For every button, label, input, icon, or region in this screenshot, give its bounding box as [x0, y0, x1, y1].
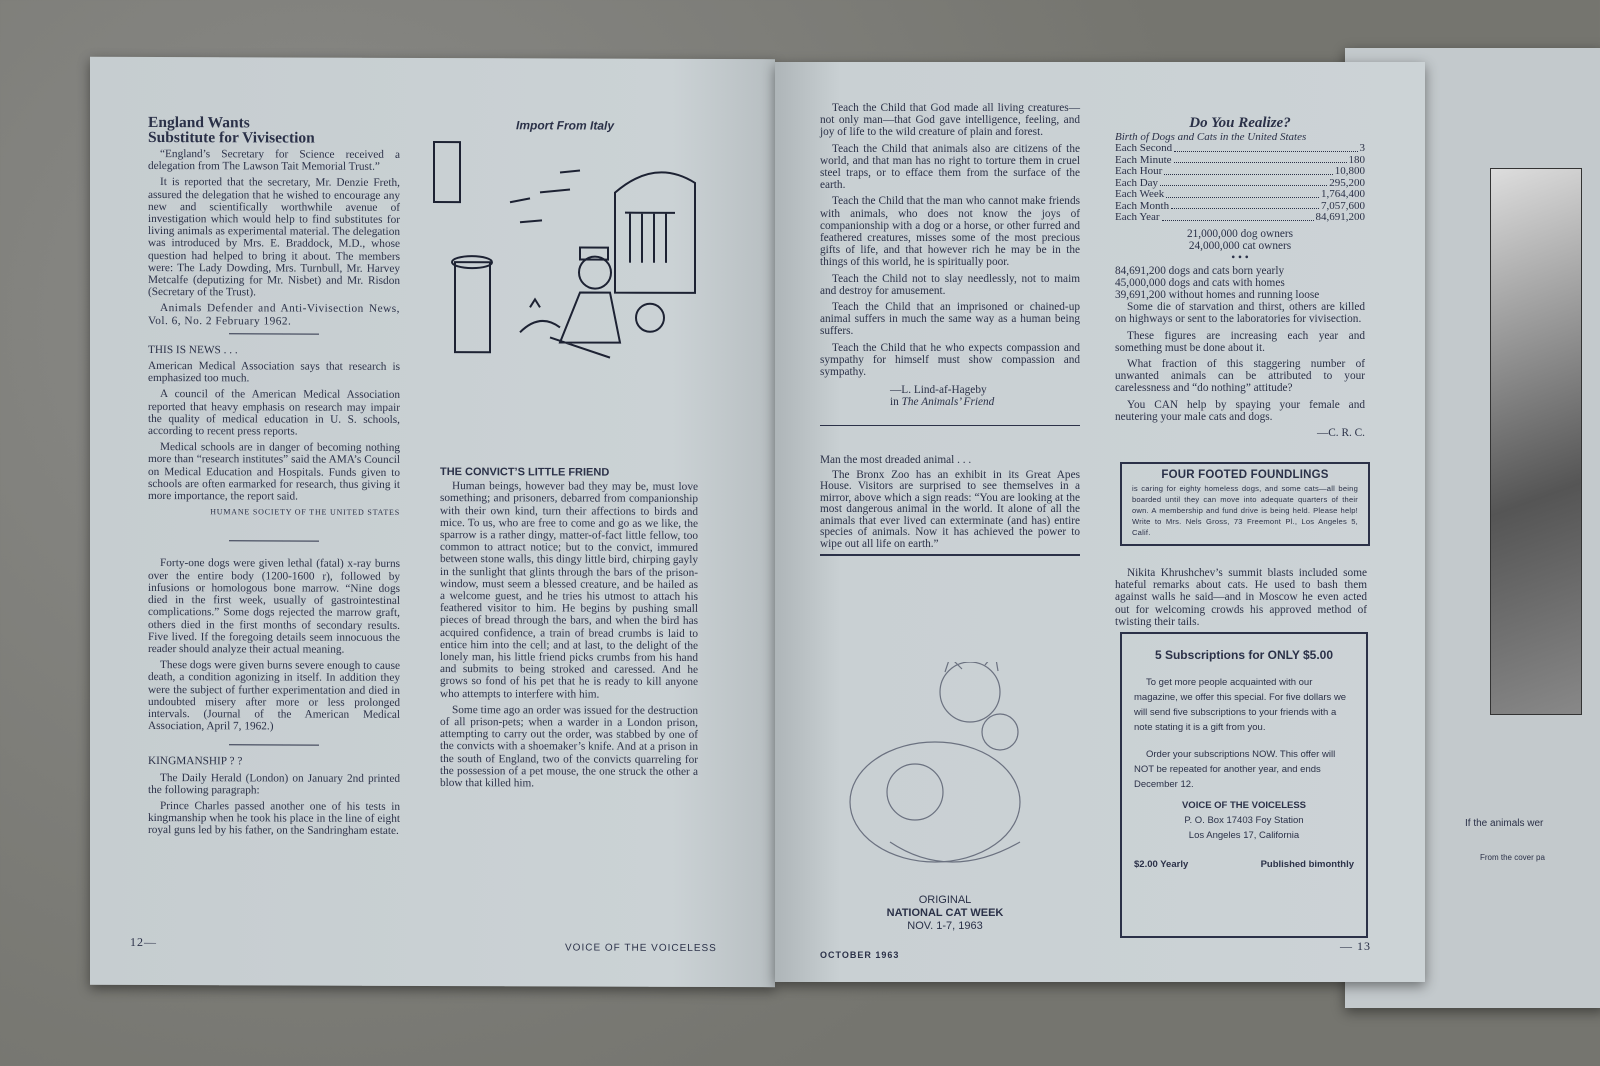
stat-row: [1115, 212, 1365, 224]
paragraph: Medical schools are in danger of becoming nothing more than “research institutes” said the AMA’s Council on Medical Education and Hospitals. Funds given to schools are often earmarked for research, thus giving it more importance, the report said.: [148, 441, 400, 503]
attribution-prefix: in: [890, 396, 899, 409]
news-source: HUMANE SOCIETY OF THE UNITED STATES: [210, 507, 400, 518]
org-name: VOICE OF THE VOICELESS: [1181, 800, 1307, 811]
signature: —C. R. C.: [1316, 426, 1365, 439]
title-line: England Wants: [148, 114, 250, 132]
leader-dots: [1160, 178, 1327, 187]
leader-dots: [1162, 212, 1314, 221]
stat-label: Each Year: [1115, 211, 1160, 224]
paragraph: A council of the American Medical Association reported that heavy emphasis on research may impair the quality of medical education in U. S. schools, according to recent press reports.: [148, 388, 400, 438]
cartoon-illustration: [430, 132, 700, 363]
leader-dots: [1171, 201, 1319, 210]
stat-value: 7,057,600: [1321, 199, 1365, 212]
separator: • • •: [1231, 252, 1249, 265]
owners-line: 21,000,000 dog owners: [1186, 227, 1294, 240]
divider: [229, 333, 319, 334]
count-line: 84,691,200 dogs and cats born yearly: [1115, 264, 1285, 277]
title-line: Substitute for Vivisection: [148, 129, 315, 147]
subscriptions-title: 5 Subscriptions for ONLY $5.00: [1154, 648, 1334, 662]
kingmanship-heading: KINGMANSHIP ? ?: [148, 755, 243, 768]
attribution-source: The Animals’ Friend: [901, 396, 995, 409]
owners: [1115, 228, 1365, 265]
paragraph: What fraction of this staggering number of unwanted animals can be attributed to your carelessness and “do nothing” attitude?: [1115, 357, 1365, 395]
cover-illustration: [1490, 168, 1582, 715]
leader-dots: [1174, 143, 1357, 152]
realize-column: [1115, 117, 1365, 439]
page-number: 12—: [130, 934, 157, 950]
caption-line: ORIGINAL: [918, 894, 972, 906]
leader-dots: [1166, 189, 1319, 198]
paragraph: Some die of starvation and thirst, others are killed on highways or sent to the laboratories for vivisection.: [1115, 301, 1365, 326]
convict-heading: THE CONVICT’S LITTLE FRIEND: [440, 466, 610, 479]
stat-label: Each Minute: [1115, 153, 1172, 166]
stat-value: 295,200: [1329, 176, 1365, 189]
realize-title: Do You Realize?: [1189, 115, 1291, 131]
subscriptions-paragraph: Order your subscriptions NOW. This offer will NOT be repeated for another year, and ends December 12.: [1134, 749, 1336, 790]
paragraph: Forty-one dogs were given lethal (fatal) x-ray burns over the entire body (1200-1600 r), followed by infusions or homologous bone marrow. “Nine dogs died in the first week, usually of gastrointestinal complications.” Some dogs rejected the marrow graft, others died in the first months of secondary results. Five lived. If the foregoing details seem innocuous the reader should analyze their actual meaning.: [148, 557, 400, 656]
foundlings-text: is caring for eighty homeless dogs, and some cats—all being boarded until they can move into adequate quarters of their own. A membership and fund drive is being held. Please help! Write to Mrs. Nels Gross, 73 Freemont Pl., Los Angeles 5, Calif.: [1132, 484, 1358, 537]
leader-dots: [1164, 166, 1332, 175]
paragraph: Human beings, however bad they may be, must love something; and prisoners, debarred from companionship with their own kind, turn their affections to birds and mice. To us, who are free to come and go as we like, the sparrow is a rather dingy, matter-of-fact little fellow, too common to attract notice; but to the convict, immured between stone walls, this dingy little bird, chirping gayly in the sunlight that glints through the bars of the prison-window, must seem a blessed creature, and be hailed as a welcome guest, and he tries his utmost to attach his feathered visitor to him. He begins by pushing small pieces of bread through the bars, and when the bird has acquired confidence, a train of bread crumbs is laid to entice him into the cell; and at last, to the delight of the lonely man, his little friend picks crumbs from his hand and submits to being stroked and caressed. And he grows so fond of his pet that he is ready to kill anyone who attempts to interfere with him.: [440, 480, 698, 701]
cartoon-caption: Import From Italy: [515, 118, 614, 133]
khrushchev-column: [1115, 567, 1367, 632]
caption-line: NOV. 1-7, 1963: [907, 920, 983, 932]
leader-dots: [1174, 155, 1347, 164]
subscriptions-box: [1120, 632, 1368, 938]
cat-caption: [845, 894, 1045, 933]
dreaded-heading: Man the most dreaded animal . . .: [820, 453, 972, 466]
count-line: 45,000,000 dogs and cats with homes: [1115, 276, 1285, 289]
footer-date: OCTOBER 1963: [820, 950, 900, 960]
paragraph: The Daily Herald (London) on January 2nd printed the following paragraph:: [148, 771, 400, 797]
stat-value: 84,691,200: [1315, 211, 1365, 224]
left-page: [90, 57, 775, 987]
paragraph: Teach the Child that God made all living creatures—not only man—that God gave intelligence, feeling, and joy of life to the wild creature of plain and forest.: [820, 102, 1080, 139]
stat-label: Each Month: [1115, 199, 1170, 212]
paragraph: Teach the Child that the man who cannot make friends with animals, who does not know the joys of companionship with a dog or a horse, or other furred and feathered creatures, misses some of the most precious gifts of life, and that however rich he may be in the things of this world, he is spiritually poor.: [820, 195, 1080, 269]
paragraph: Some time ago an order was issued for the destruction of all prison-pets; when a warder in a London prison, attempting to carry out the order, was stabbed by one of the convicts with a shoemaker’s knife. And at a prison in the south of England, two of the convicts quarreling for the possession of a pet mouse, the one struck the other a blow that killed him.: [440, 703, 698, 790]
stat-label: Each Day: [1115, 176, 1159, 189]
foundlings-box: [1120, 462, 1370, 546]
stat-value: 3: [1359, 142, 1365, 155]
stats-table: [1115, 143, 1365, 224]
paragraph: “England’s Secretary for Science received a delegation from The Lawson Tait Memorial Trust.”: [148, 148, 400, 174]
paragraph: The Bronx Zoo has an exhibit in its Great Apes House. Visitors are surprised to see themselves in a mirror, above which a sign reads: “You are looking at the most dangerous animal in the world. It alone of all the animals that ever lived can exterminate (and has) entire species of animals. Now it has achieved the power to wipe out all life on earth.”: [820, 468, 1080, 550]
stat-value: 180: [1348, 153, 1365, 166]
divider: [229, 541, 319, 542]
paragraph: Teach the Child that an imprisoned or chained-up animal suffers in much the same way as a human being suffers.: [820, 301, 1080, 338]
foundlings-title: FOUR FOOTED FOUNDLINGS: [1161, 469, 1329, 481]
convict-column: [440, 466, 698, 794]
stat-value: 10,800: [1334, 165, 1365, 178]
address-line: P. O. Box 17403 Foy Station: [1184, 815, 1304, 826]
third-page-caption: If the animals wer: [1465, 818, 1544, 829]
paragraph: These figures are increasing each year and something must be done about it.: [1115, 329, 1365, 354]
paragraph: Nikita Khrushchev’s summit blasts included some hateful remarks about cats. He used to bash them against walls he said—and in Moscow he even acted out for welcoming crowds his approved method of twisting their tails.: [1115, 567, 1367, 628]
third-page-credit: From the cover pa: [1480, 853, 1545, 862]
divider: [820, 554, 1080, 556]
price-row: [1134, 857, 1354, 872]
england-title: [148, 115, 400, 146]
paragraph: Teach the Child not to slay needlessly, not to maim and destroy for amusement.: [820, 272, 1080, 297]
attribution-author: —L. Lind-af-Hageby: [890, 384, 987, 397]
page-number: — 13: [1340, 939, 1371, 953]
teach-column: [820, 102, 1080, 556]
footer-title: VOICE OF THE VOICELESS: [565, 942, 717, 954]
citation: Animals Defender and Anti-Vivisection News, Vol. 6, No. 2 February 1962.: [148, 302, 400, 328]
divider: [229, 745, 319, 746]
stat-label: Each Hour: [1115, 165, 1163, 178]
realize-subtitle: Birth of Dogs and Cats in the United States: [1115, 131, 1307, 144]
left-column: [148, 115, 400, 841]
paragraph: You CAN help by spaying your female and neutering your male cats and dogs.: [1115, 398, 1365, 423]
address-line: Los Angeles 17, California: [1188, 830, 1300, 841]
count-line: 39,691,200 without homes and running loose: [1115, 288, 1320, 301]
paragraph: These dogs were given burns severe enough to cause death, a condition agonizing in itself. In addition they were the subject of further experimentation and died in undoubted misery after more or less prolonged intervals. (Journal of the American Medical Association, April 7, 1962.): [148, 659, 400, 733]
paragraph: American Medical Association says that research is emphasized too much.: [148, 360, 400, 385]
cat-drawing: [830, 662, 1060, 882]
attribution-source-line: [890, 396, 1080, 408]
caption-line: NATIONAL CAT WEEK: [886, 907, 1004, 919]
stat-label: Each Second: [1115, 142, 1173, 155]
frequency: Published bimonthly: [1260, 859, 1354, 870]
stat-label: Each Week: [1115, 188, 1165, 201]
stat-value: 1,764,400: [1321, 188, 1365, 201]
subscriptions-paragraph: To get more people acquainted with our magazine, we offer this special. For five dollars we will send five subscriptions to your friends with a note stating it is a gift from you.: [1134, 677, 1347, 733]
owners-line: 24,000,000 cat owners: [1188, 240, 1292, 253]
cartoon: [430, 118, 700, 368]
right-page: [775, 62, 1425, 982]
paragraph: Prince Charles passed another one of his tests in kingmanship when he took his place in the line of eight royal guns led by his father, on the Sandringham estate.: [148, 799, 400, 838]
paragraph: Teach the Child that he who expects compassion and sympathy for himself must show compassion and sympathy.: [820, 341, 1080, 379]
paragraph: Teach the Child that animals also are citizens of the world, and that man has no right to torture them in cruel steel traps, or to efface them from the surface of the earth.: [820, 142, 1080, 192]
news-heading: THIS IS NEWS . . .: [148, 343, 238, 357]
attribution: [820, 384, 1080, 408]
price: $2.00 Yearly: [1134, 859, 1189, 870]
paragraph: It is reported that the secretary, Mr. Denzie Freth, assured the delegation that he wished to encourage any new and scientifically worthwhile avenue of investigation which would help to find substitutes for living animals as experimental material. The delegation was introduced by Mrs. E. Braddock, M.D., whose question had helped to bring it about. The members were: The Lady Dowding, Mrs. Turnbull, Mr. Harvey Metcalfe (deputizing for Mr. Nisbet) and Mr. Risdon (Secretary of the Trust).: [148, 176, 400, 299]
divider: [820, 425, 1080, 426]
